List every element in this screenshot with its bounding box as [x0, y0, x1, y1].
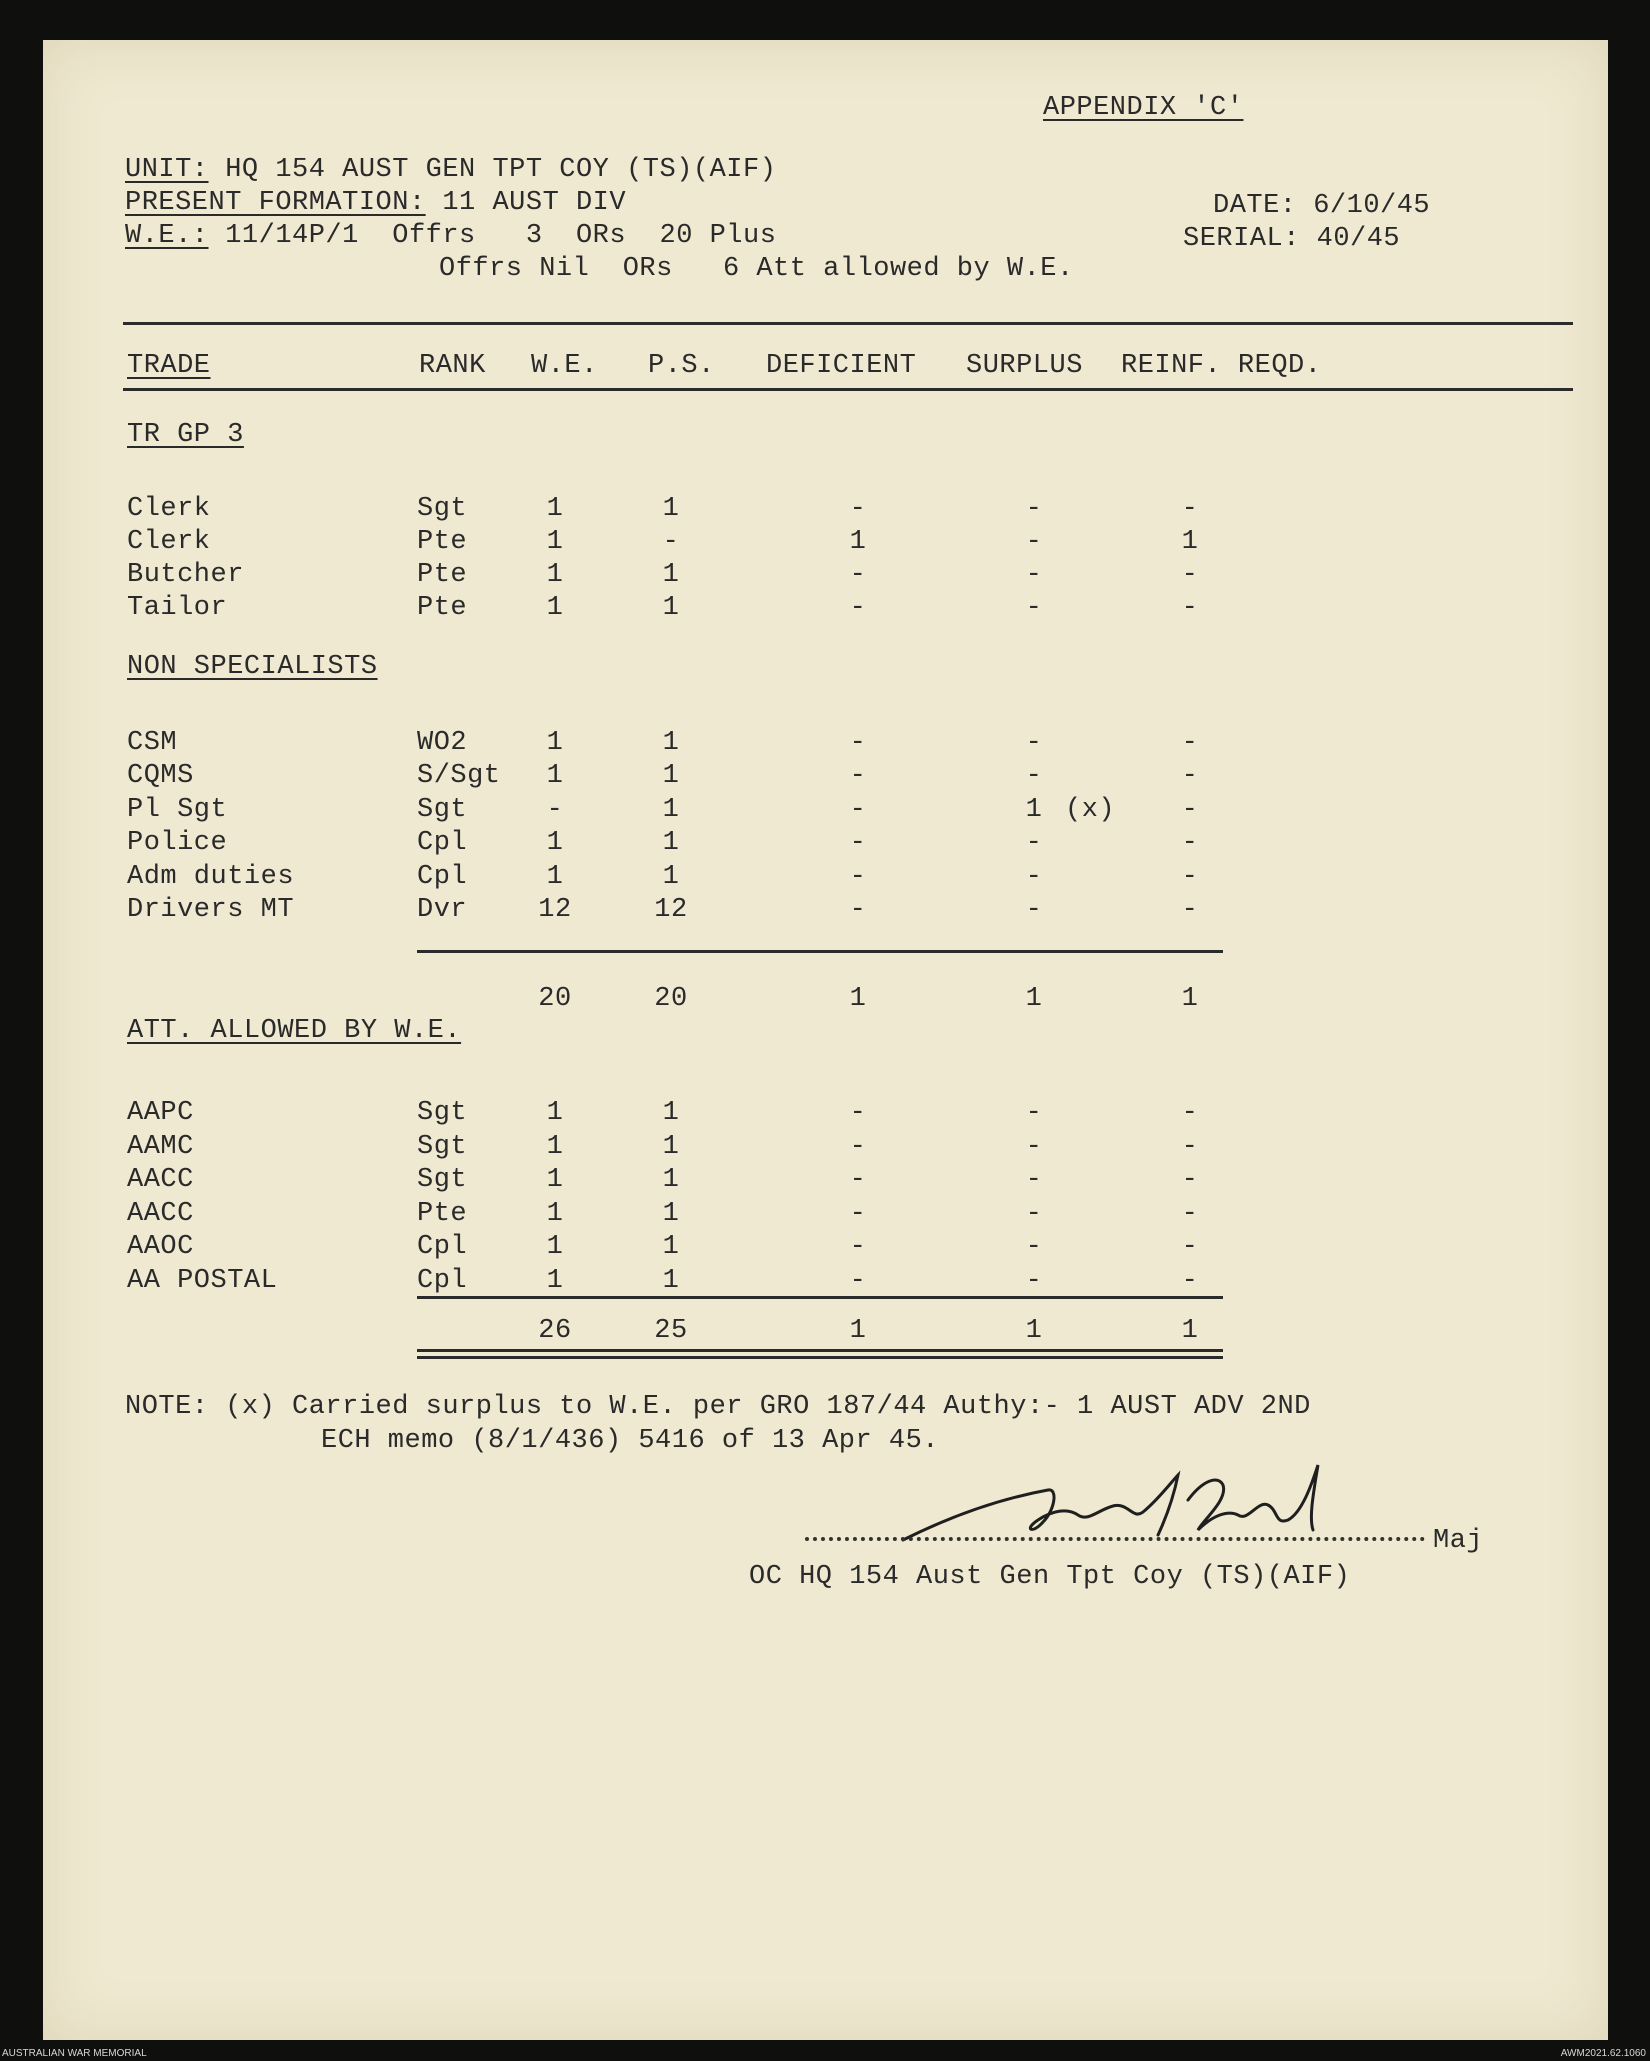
- we-line: [125, 223, 776, 250]
- cell-ps: 1: [662, 795, 680, 825]
- formation-line: [125, 190, 626, 217]
- cell-sur: -: [1025, 1098, 1043, 1128]
- subtotal-surplus: 1: [1025, 984, 1043, 1014]
- formation-value: 11 AUST DIV: [425, 188, 627, 218]
- cell-sur: -: [1025, 560, 1043, 590]
- cell-sur: -: [1025, 1165, 1043, 1195]
- cell-reinf: 1: [1181, 527, 1199, 557]
- total-we: 26: [538, 1316, 572, 1346]
- cell-reinf: -: [1181, 494, 1199, 524]
- cell-ps: 1: [662, 1098, 680, 1128]
- serial: SERIAL: 40/45: [1183, 224, 1401, 254]
- cell-reinf: -: [1181, 828, 1199, 858]
- cell-trade: AAPC: [127, 1098, 194, 1128]
- cell-we: 1: [546, 560, 564, 590]
- we-value: 11/14P/1 Offrs 3 ORs 20 Plus: [208, 221, 777, 251]
- cell-we: 1: [546, 828, 564, 858]
- cell-rank: Dvr: [417, 895, 468, 925]
- cell-reinf: -: [1181, 761, 1199, 791]
- cell-rank: Sgt: [417, 795, 468, 825]
- cell-sur: -: [1025, 862, 1043, 892]
- note-line-2: ECH memo (8/1/436) 5416 of 13 Apr 45.: [321, 1426, 939, 1456]
- cell-reinf: -: [1181, 1199, 1199, 1229]
- cell-rank: Sgt: [417, 1098, 468, 1128]
- subtotal-deficient: 1: [849, 984, 867, 1014]
- cell-sur: -: [1025, 728, 1043, 758]
- cell-reinf: -: [1181, 593, 1199, 623]
- footer-credit: AUSTRALIAN WAR MEMORIAL: [2, 2048, 147, 2059]
- subtotal-rule: [417, 950, 1223, 953]
- cell-reinf: -: [1181, 795, 1199, 825]
- cell-rank: Sgt: [417, 1132, 468, 1162]
- cell-def: -: [849, 795, 867, 825]
- cell-ps: 1: [662, 560, 680, 590]
- signoff-rank: Maj: [1433, 1526, 1484, 1556]
- cell-trade: Police: [127, 828, 228, 858]
- cell-trade: Butcher: [127, 560, 244, 590]
- cell-def: -: [849, 1199, 867, 1229]
- cell-rank: Sgt: [417, 1165, 468, 1195]
- cell-def: -: [849, 1098, 867, 1128]
- cell-trade: AAOC: [127, 1232, 194, 1262]
- cell-we: 1: [546, 1232, 564, 1262]
- cell-we: 1: [546, 862, 564, 892]
- cell-sur: -: [1025, 1199, 1043, 1229]
- cell-trade: AACC: [127, 1199, 194, 1229]
- appendix-title: APPENDIX 'C': [1043, 93, 1244, 123]
- cell-rank: Pte: [417, 527, 468, 557]
- cell-trade: CSM: [127, 728, 178, 758]
- cell-we: 1: [546, 494, 564, 524]
- col-surplus: SURPLUS: [966, 351, 1083, 381]
- cell-rank: S/Sgt: [417, 761, 501, 791]
- cell-surplus-note: (x): [1065, 795, 1116, 825]
- we-line-2: Offrs Nil ORs 6 Att allowed by W.E.: [439, 254, 1074, 284]
- col-rank: RANK: [419, 351, 486, 381]
- cell-we: 1: [546, 761, 564, 791]
- cell-ps: -: [662, 527, 680, 557]
- unit-label: UNIT:: [125, 155, 209, 185]
- cell-trade: CQMS: [127, 761, 194, 791]
- cell-rank: WO2: [417, 728, 468, 758]
- cell-reinf: -: [1181, 728, 1199, 758]
- signature-dotted-line: [805, 1537, 1425, 1541]
- total-deficient: 1: [849, 1316, 867, 1346]
- cell-we: 1: [546, 1199, 564, 1229]
- cell-trade: Drivers MT: [127, 895, 295, 925]
- col-we: W.E.: [531, 351, 598, 381]
- cell-sur: -: [1025, 895, 1043, 925]
- cell-def: -: [849, 593, 867, 623]
- cell-def: -: [849, 1232, 867, 1262]
- total-reinf: 1: [1181, 1316, 1199, 1346]
- cell-we: 1: [546, 1165, 564, 1195]
- cell-reinf: -: [1181, 895, 1199, 925]
- cell-rank: Cpl: [417, 828, 468, 858]
- cell-def: -: [849, 761, 867, 791]
- cell-rank: Cpl: [417, 862, 468, 892]
- cell-reinf: -: [1181, 1165, 1199, 1195]
- col-ps: P.S.: [648, 351, 715, 381]
- cell-def: -: [849, 1165, 867, 1195]
- cell-trade: Pl Sgt: [127, 795, 228, 825]
- cell-we: 1: [546, 1266, 564, 1296]
- unit-line: [125, 157, 776, 184]
- footer-accession: AWM2021.62.1060: [1560, 2048, 1646, 2059]
- cell-ps: 1: [662, 828, 680, 858]
- cell-rank: Pte: [417, 560, 468, 590]
- cell-def: -: [849, 828, 867, 858]
- total-surplus: 1: [1025, 1316, 1043, 1346]
- cell-we: -: [546, 795, 564, 825]
- cell-ps: 1: [662, 1199, 680, 1229]
- cell-reinf: -: [1181, 862, 1199, 892]
- cell-sur: -: [1025, 494, 1043, 524]
- cell-trade: AACC: [127, 1165, 194, 1195]
- cell-def: 1: [849, 527, 867, 557]
- cell-sur: -: [1025, 1232, 1043, 1262]
- cell-trade: Clerk: [127, 527, 211, 557]
- cell-we: 1: [546, 593, 564, 623]
- cell-we: 1: [546, 1132, 564, 1162]
- cell-reinf: -: [1181, 1232, 1199, 1262]
- cell-rank: Pte: [417, 1199, 468, 1229]
- cell-sur: -: [1025, 527, 1043, 557]
- cell-ps: 12: [654, 895, 688, 925]
- subtotal-we: 20: [538, 984, 572, 1014]
- subtotal-ps: 20: [654, 984, 688, 1014]
- cell-def: -: [849, 1266, 867, 1296]
- col-trade: TRADE: [127, 351, 211, 381]
- cell-sur: -: [1025, 593, 1043, 623]
- cell-def: -: [849, 728, 867, 758]
- cell-ps: 1: [662, 728, 680, 758]
- column-header-rule: [123, 388, 1573, 391]
- col-reinf: REINF. REQD.: [1121, 351, 1322, 381]
- cell-ps: 1: [662, 862, 680, 892]
- date: DATE: 6/10/45: [1213, 191, 1431, 221]
- cell-def: -: [849, 895, 867, 925]
- note-line-1: NOTE: (x) Carried surplus to W.E. per GRO 187/44 Authy:- 1 AUST ADV 2ND: [125, 1392, 1311, 1422]
- section-title: NON SPECIALISTS: [127, 652, 378, 682]
- cell-ps: 1: [662, 593, 680, 623]
- total-rule-2: [417, 1356, 1223, 1359]
- cell-we: 1: [546, 728, 564, 758]
- cell-def: -: [849, 494, 867, 524]
- cell-def: -: [849, 1132, 867, 1162]
- cell-trade: AA POSTAL: [127, 1266, 278, 1296]
- cell-ps: 1: [662, 494, 680, 524]
- total-ps: 25: [654, 1316, 688, 1346]
- cell-def: -: [849, 862, 867, 892]
- section-title: ATT. ALLOWED BY W.E.: [127, 1016, 462, 1046]
- cell-ps: 1: [662, 1232, 680, 1262]
- col-deficient: DEFICIENT: [766, 351, 917, 381]
- cell-rank: Sgt: [417, 494, 468, 524]
- total-top-rule: [417, 1296, 1223, 1299]
- cell-trade: AAMC: [127, 1132, 194, 1162]
- document-page: [43, 40, 1608, 2040]
- signature: [873, 1460, 1393, 1570]
- cell-rank: Pte: [417, 593, 468, 623]
- cell-rank: Cpl: [417, 1266, 468, 1296]
- header-rule: [123, 322, 1573, 325]
- cell-reinf: -: [1181, 560, 1199, 590]
- cell-ps: 1: [662, 1266, 680, 1296]
- cell-we: 12: [538, 895, 572, 925]
- total-rule-1: [417, 1349, 1223, 1352]
- subtotal-reinf: 1: [1181, 984, 1199, 1014]
- cell-sur: -: [1025, 828, 1043, 858]
- cell-we: 1: [546, 527, 564, 557]
- cell-we: 1: [546, 1098, 564, 1128]
- cell-reinf: -: [1181, 1098, 1199, 1128]
- section-title: TR GP 3: [127, 420, 244, 450]
- unit-value: HQ 154 AUST GEN TPT COY (TS)(AIF): [208, 155, 777, 185]
- cell-rank: Cpl: [417, 1232, 468, 1262]
- signoff-title: OC HQ 154 Aust Gen Tpt Coy (TS)(AIF): [749, 1562, 1351, 1592]
- cell-def: -: [849, 560, 867, 590]
- cell-trade: Clerk: [127, 494, 211, 524]
- cell-ps: 1: [662, 1132, 680, 1162]
- cell-sur: 1: [1025, 795, 1043, 825]
- cell-sur: -: [1025, 1266, 1043, 1296]
- cell-trade: Adm duties: [127, 862, 295, 892]
- cell-ps: 1: [662, 1165, 680, 1195]
- cell-reinf: -: [1181, 1132, 1199, 1162]
- we-label: W.E.:: [125, 221, 209, 251]
- cell-reinf: -: [1181, 1266, 1199, 1296]
- cell-sur: -: [1025, 1132, 1043, 1162]
- cell-trade: Tailor: [127, 593, 228, 623]
- formation-label: PRESENT FORMATION:: [125, 188, 426, 218]
- cell-ps: 1: [662, 761, 680, 791]
- cell-sur: -: [1025, 761, 1043, 791]
